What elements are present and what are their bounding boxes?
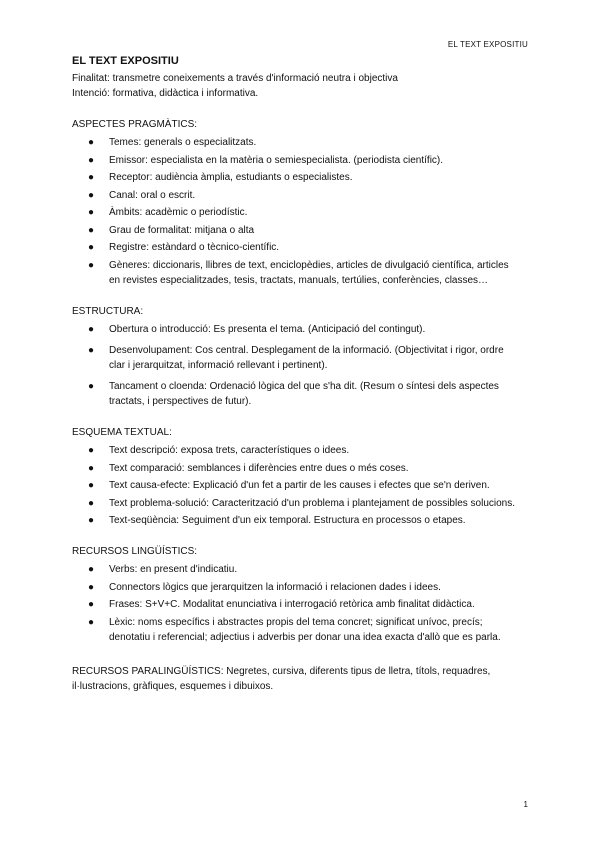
- document-title: EL TEXT EXPOSITIU: [72, 55, 179, 67]
- section-heading-structure: ESTRUCTURA:: [72, 305, 144, 317]
- section-heading-pragmatic: ASPECTES PRAGMÀTICS:: [72, 118, 198, 130]
- section-heading-linguistic: RECURSOS LINGÜÍSTICS:: [72, 545, 198, 557]
- bullet-icon: ●: [88, 599, 95, 610]
- list-item: ● Text causa-efecte: Explicació d'un fet a partir de les causes i efectes que se'n deriven.: [72, 478, 522, 494]
- running-header: EL TEXT EXPOSITIU: [447, 40, 528, 49]
- intro-purpose: Finalitat: transmetre coneixements a través d'informació neutra i objectiva: [72, 72, 398, 84]
- bullet-icon: ●: [88, 581, 95, 593]
- bullet-icon: ●: [88, 616, 95, 628]
- bullet-icon: ●: [88, 380, 95, 392]
- bullet-icon: ●: [88, 564, 95, 575]
- bullet-icon: ●: [88, 324, 95, 335]
- list-item: ● Desenvolupament: Cos central. Desplegament de la informació. (Objectivitat i rigor, ordre clar i jerarquitzat, informació rellevant i pertinent).: [88, 344, 504, 371]
- list-item: ● Frases: S+V+C. Modalitat enunciativa i interrogació retòrica amb finalitat didàctica.: [72, 597, 522, 613]
- intro-intention: Intenció: formativa, didàctica i informativa.: [72, 88, 259, 99]
- bullet-icon: ●: [88, 344, 95, 356]
- list-item: ● Receptor: audiència àmplia, estudiants o especialistes.: [72, 170, 522, 186]
- list-item: ● Àmbits: acadèmic o periodístic.: [72, 205, 522, 221]
- list-item: ● Tancament o cloenda: Ordenació lògica del que s'ha dit. (Resum o síntesi dels aspectes tractats, i perspectives de futur).: [88, 380, 499, 407]
- bullet-icon: ●: [88, 189, 95, 201]
- bullet-icon: ●: [88, 242, 95, 253]
- list-item: ● Grau de formalitat: mitjana o alta: [72, 223, 522, 239]
- bullet-icon: ●: [88, 154, 95, 166]
- page-number: 1: [523, 800, 528, 809]
- bullet-icon: ●: [88, 515, 95, 526]
- bullet-icon: ●: [88, 224, 95, 236]
- section-heading-textual-scheme: ESQUEMA TEXTUAL:: [72, 426, 172, 438]
- linguistic-list: [72, 562, 522, 646]
- list-item: ● Obertura o introducció: Es presenta el tema. (Anticipació del contingut).: [72, 322, 522, 338]
- bullet-icon: ●: [88, 480, 95, 491]
- bullet-icon: ●: [88, 207, 95, 218]
- bullet-icon: ●: [88, 137, 95, 148]
- pragmatic-list: [72, 135, 522, 289]
- paralinguistic-paragraph: RECURSOS PARALINGÜÍSTICS: Negretes, cursiva, diferents tipus de lletra, títols, requadres, il·lustracions, gràfiques, esquemes i dibuixos.: [72, 665, 491, 692]
- structure-list: [72, 322, 522, 410]
- bullet-icon: ●: [88, 172, 95, 183]
- list-item: ● Text descripció: exposa trets, característiques o idees.: [72, 443, 522, 459]
- list-item: ● Emissor: especialista en la matèria o semiespecialista. (periodista científic).: [72, 153, 522, 169]
- list-item: ● Text problema-solució: Caracterització d'un problema i plantejament de possibles solucions.: [72, 496, 522, 512]
- list-item: ● Gèneres: diccionaris, llibres de text, enciclopèdies, articles de divulgació científica, articles en revistes especialitzades, tesis, tractats, manuals, tertúlies, conferències, classes…: [88, 259, 509, 286]
- bullet-icon: ●: [88, 445, 95, 456]
- list-item: ● Registre: estàndard o tècnico-científic.: [72, 240, 522, 256]
- list-item: ● Lèxic: noms específics i abstractes propis del tema concret; significat unívoc, precís; denotatiu i referencial; adjectius i adverbis per donar una idea exacta d'allò que es parla.: [88, 616, 501, 643]
- bullet-icon: ●: [88, 497, 95, 509]
- textual-scheme-list: [72, 443, 522, 529]
- bullet-icon: ●: [88, 462, 95, 474]
- list-item: ● Connectors lògics que jerarquitzen la informació i relacionen dades i idees.: [72, 580, 522, 596]
- list-item: ● Text comparació: semblances i diferències entre dues o més coses.: [72, 461, 522, 477]
- list-item: ● Verbs: en present d'indicatiu.: [72, 562, 522, 578]
- list-item: ● Text-seqüència: Seguiment d'un eix temporal. Estructura en processos o etapes.: [72, 513, 522, 529]
- list-item: ● Temes: generals o especialitzats.: [72, 135, 522, 151]
- bullet-icon: ●: [88, 259, 95, 271]
- document-body: [72, 54, 522, 695]
- list-item: ● Canal: oral o escrit.: [72, 188, 522, 204]
